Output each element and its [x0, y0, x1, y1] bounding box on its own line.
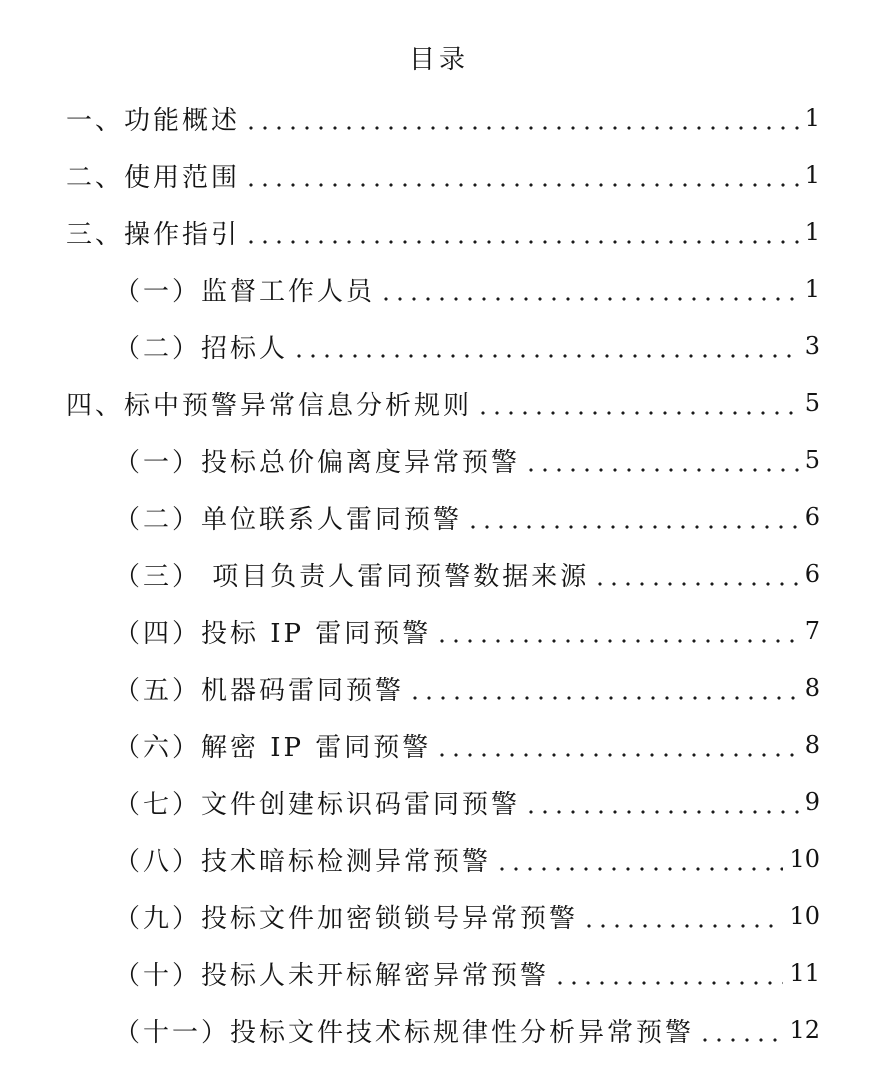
toc-entry-lock-number[interactable]	[114, 888, 820, 944]
toc-entry-price-deviation[interactable]	[114, 432, 820, 488]
toc-entry-text: 四、标中预警异常信息分析规则	[66, 390, 473, 421]
toc-entry-text: 三、操作指引	[66, 219, 241, 250]
dot-leader	[593, 546, 798, 602]
toc-entry-file-id-duplicate[interactable]	[114, 774, 820, 830]
toc-entry-decrypt-ip-duplicate[interactable]	[114, 717, 820, 773]
toc-page-number: 10	[789, 845, 820, 873]
toc-page-number: 6	[804, 503, 820, 531]
toc-page-number: 6	[804, 560, 820, 588]
dot-leader	[476, 375, 799, 431]
toc-entry-regularity-analysis[interactable]	[114, 1002, 820, 1058]
dot-leader	[582, 888, 783, 944]
toc-page-number: 1	[804, 104, 820, 132]
toc-page-number: 8	[804, 731, 820, 759]
toc-page-number: 11	[789, 959, 820, 987]
toc-page-number: 9	[804, 788, 820, 816]
dot-leader	[379, 261, 799, 317]
dot-leader	[524, 432, 799, 488]
dot-leader	[408, 660, 799, 716]
toc-entry-overview[interactable]	[66, 90, 820, 146]
dot-leader	[244, 204, 799, 260]
dot-leader	[524, 774, 799, 830]
toc-entry-text: （三） 项目负责人雷同预警数据来源	[114, 561, 590, 592]
toc-page-number: 10	[789, 902, 820, 930]
dot-leader	[435, 717, 798, 773]
toc-entry-manager-duplicate[interactable]	[114, 546, 820, 602]
toc-entry-text: （四）投标 IP 雷同预警	[114, 618, 432, 649]
toc-entry-bid-ip-duplicate[interactable]	[114, 603, 820, 659]
toc-page-number: 12	[789, 1016, 820, 1044]
dot-leader	[466, 489, 799, 545]
toc-page-number: 8	[804, 674, 820, 702]
toc-entry-scope[interactable]	[66, 147, 820, 203]
dot-leader	[553, 945, 783, 1001]
toc-page-number: 5	[804, 446, 820, 474]
toc-entry-text: （五）机器码雷同预警	[114, 675, 405, 706]
toc-page-number: 1	[804, 161, 820, 189]
toc-entry-text: （一）监督工作人员	[114, 276, 376, 307]
toc-entry-supervisor[interactable]	[114, 261, 820, 317]
toc-entry-text: （六）解密 IP 雷同预警	[114, 732, 432, 763]
dot-leader	[435, 603, 798, 659]
toc-entry-tenderer[interactable]	[114, 318, 820, 374]
toc-entry-rules[interactable]	[66, 375, 820, 431]
dot-leader	[244, 147, 799, 203]
dot-leader	[244, 90, 799, 146]
toc-page-number: 7	[804, 617, 820, 645]
toc-entry-text: （九）投标文件加密锁锁号异常预警	[114, 903, 579, 934]
toc-page-number: 1	[804, 275, 820, 303]
toc-entry-text: 二、使用范围	[66, 162, 241, 193]
toc-page-number: 5	[804, 389, 820, 417]
toc-entry-text: 一、功能概述	[66, 105, 241, 136]
toc-entry-machine-code-duplicate[interactable]	[114, 660, 820, 716]
toc-page-number: 3	[804, 332, 820, 360]
toc-entry-text: （八）技术暗标检测异常预警	[114, 846, 492, 877]
toc-entry-text: （十一）投标文件技术标规律性分析异常预警	[114, 1017, 695, 1048]
toc-page-number: 1	[804, 218, 820, 246]
toc-entry-not-decrypted[interactable]	[114, 945, 820, 1001]
toc-entry-text: （十）投标人未开标解密异常预警	[114, 960, 550, 991]
toc-entry-text: （一）投标总价偏离度异常预警	[114, 447, 521, 478]
toc-entry-contact-duplicate[interactable]	[114, 489, 820, 545]
dot-leader	[495, 831, 783, 887]
toc-entry-text: （二）单位联系人雷同预警	[114, 504, 463, 535]
toc-entry-guide[interactable]	[66, 204, 820, 260]
toc-entry-text: （二）招标人	[114, 333, 289, 364]
toc-entry-text: （七）文件创建标识码雷同预警	[114, 789, 521, 820]
toc-entry-blind-bid-check[interactable]	[114, 831, 820, 887]
toc-title: 目录	[408, 45, 469, 75]
dot-leader	[292, 318, 799, 374]
dot-leader	[698, 1002, 783, 1058]
